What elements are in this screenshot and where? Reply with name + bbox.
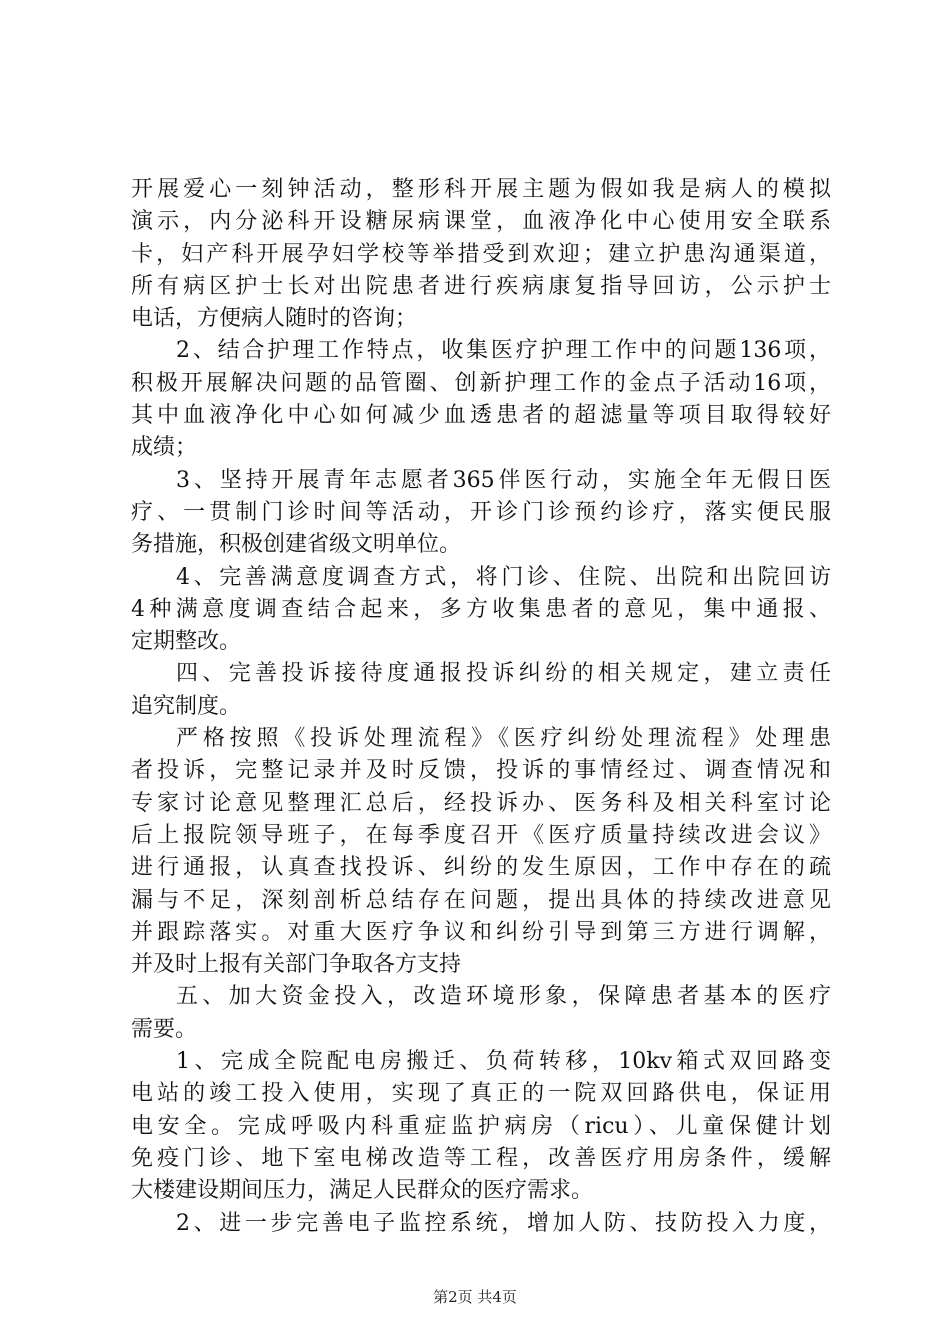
text-line: 并跟踪落实。对重大医疗争议和纠纷引导到第三方进行调解， — [131, 919, 831, 945]
text-line: 者投诉，完整记录并及时反馈，投诉的事情经过、调查情况和 — [131, 758, 831, 784]
text-line: 1、完成全院配电房搬迁、负荷转移，10kv箱式双回路变 — [176, 1049, 831, 1075]
text-line: 后上报院领导班子，在每季度召开《医疗质量持续改进会议》 — [131, 822, 831, 848]
text-line: 3、坚持开展青年志愿者365伴医行动，实施全年无假日医 — [176, 467, 831, 493]
text-line: 电站的竣工投入使用，实现了真正的一院双回路供电，保证用 — [131, 1081, 831, 1107]
text-line: 其中血液净化中心如何减少血透患者的超滤量等项目取得较好 — [131, 403, 831, 429]
text-line: 需要。 — [131, 1016, 198, 1042]
text-line: 电话，方便病人随时的咨询； — [131, 306, 418, 332]
text-line: 4、完善满意度调查方式，将门诊、住院、出院和出院回访 — [176, 564, 831, 590]
text-line: 疗、一贯制门诊时间等活动，开诊门诊预约诊疗，落实便民服 — [131, 499, 831, 525]
text-line: 开展爱心一刻钟活动，整形科开展主题为假如我是病人的模拟 — [131, 177, 831, 202]
text-line: 五、加大资金投入，改造环境形象，保障患者基本的医疗 — [176, 984, 831, 1010]
document-body — [131, 174, 831, 1240]
text-line: 定期整改。 — [131, 629, 242, 655]
text-line: 成绩； — [131, 435, 198, 461]
text-line: 漏与不足，深刻剖析总结存在问题，提出具体的持续改进意见 — [131, 887, 831, 913]
text-line: 四、完善投诉接待度通报投诉纠纷的相关规定，建立责任 — [176, 661, 831, 687]
page-number-footer: 第2页 共4页 — [433, 1288, 517, 1306]
text-line: 追究制度。 — [131, 693, 242, 719]
text-line: 4种满意度调查结合起来，多方收集患者的意见，集中通报、 — [131, 596, 831, 622]
text-line: 电安全。完成呼吸内科重症监护病房（ricu）、儿童保健计划 — [131, 1113, 831, 1139]
text-line: 专家讨论意见整理汇总后，经投诉办、医务科及相关科室讨论 — [131, 790, 831, 816]
text-line: 2、结合护理工作特点，收集医疗护理工作中的问题136项， — [176, 338, 831, 364]
text-line: 免疫门诊、地下室电梯改造等工程，改善医疗用房条件，缓解 — [131, 1145, 831, 1171]
text-line: 并及时上报有关部门争取各方支持 — [131, 952, 462, 978]
text-line: 大楼建设期间压力，满足人民群众的医疗需求。 — [131, 1178, 594, 1204]
text-line: 积极开展解决问题的品管圈、创新护理工作的金点子活动16项， — [131, 370, 831, 396]
text-line: 所有病区护士长对出院患者进行疾病康复指导回访，公示护士 — [131, 273, 831, 299]
text-line: 2、进一步完善电子监控系统，增加人防、技防投入力度， — [176, 1210, 831, 1236]
text-line: 务措施，积极创建省级文明单位。 — [131, 532, 462, 558]
text-line: 卡，妇产科开展孕妇学校等举措受到欢迎；建立护患沟通渠道， — [131, 241, 831, 267]
text-line: 进行通报，认真查找投诉、纠纷的发生原因，工作中存在的疏 — [131, 855, 831, 881]
text-line: 严格按照《投诉处理流程》《医疗纠纷处理流程》处理患 — [176, 726, 831, 752]
text-line: 演示，内分泌科开设糖尿病课堂，血液净化中心使用安全联系 — [131, 209, 831, 235]
